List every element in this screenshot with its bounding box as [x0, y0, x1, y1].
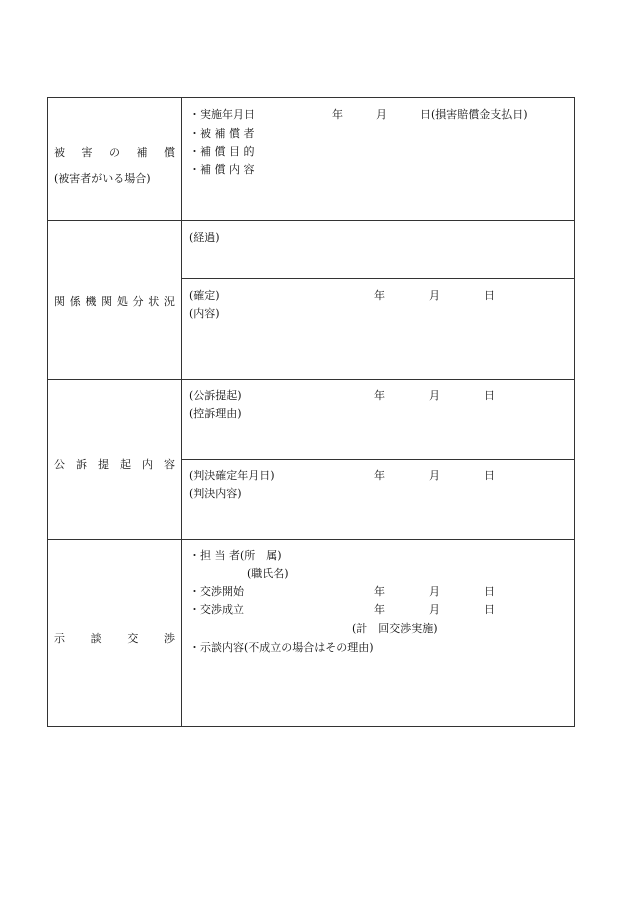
- sec4-shimei: (職氏名): [247, 567, 289, 580]
- sec4-kaishi-date: 年 月 日: [374, 585, 495, 598]
- sec3-label-char: 容: [164, 458, 175, 471]
- sec1-label-char: 被: [54, 146, 65, 159]
- sec2-label-chars: [48, 293, 181, 309]
- sec3-label-char: 内: [142, 458, 153, 471]
- sec3-label-char: 提: [98, 458, 109, 471]
- sec4-tanto: ・担 当 者(所 属): [189, 549, 282, 562]
- sec2-label-char: 状: [148, 295, 160, 308]
- sec3-teiki: (公訴提起): [189, 389, 242, 402]
- sec2-label-char: 機: [85, 295, 97, 308]
- sec4-label-char: 交: [127, 632, 139, 645]
- sec2-label-char: 関: [54, 295, 65, 308]
- sec3-hanketsu-naiyo: (判決内容): [189, 487, 242, 500]
- sec3-hanketsu: (判決確定年月日): [189, 469, 275, 482]
- sec1-label-char: の: [109, 146, 120, 159]
- sec1-recipient: ・被 補 償 者: [189, 127, 255, 140]
- row-divider: [48, 539, 574, 540]
- sec3-hanketsu-date: 年 月 日: [374, 469, 495, 482]
- sec2-label-char: 況: [163, 295, 175, 308]
- sec3-teiki-date: 年 月 日: [374, 389, 495, 402]
- sec2-naiyo: (内容): [189, 307, 220, 320]
- sec2-label-char: 関: [101, 295, 113, 308]
- sec2-keika: (経過): [189, 231, 220, 244]
- sec1-label-char: 償: [164, 146, 175, 159]
- sec3-label-char: 公: [54, 458, 65, 471]
- sec1-date-row: ・実施年月日 年 月 日(損害賠償金支払日): [189, 108, 528, 121]
- sec1-sublabel: (被害者がいる場合): [54, 172, 151, 185]
- sec2-label-char: 係: [69, 295, 81, 308]
- sec4-seiritsu-date: 年 月 日: [374, 603, 495, 616]
- row-divider: [48, 220, 574, 221]
- sec4-seiritsu: ・交渉成立: [189, 603, 244, 616]
- sec4-jidan-naiyo: ・示談内容(不成立の場合はその理由): [189, 641, 374, 654]
- incident-form-table: [47, 97, 575, 727]
- row-divider: [181, 278, 574, 279]
- sec2-label: [48, 293, 181, 309]
- row-divider: [48, 379, 574, 380]
- sec1-purpose: ・補 償 目 的: [189, 145, 255, 158]
- sec4-label-chars: [48, 630, 181, 646]
- sec3-label-char: 訴: [76, 458, 87, 471]
- sec4-kaishi: ・交渉開始: [189, 585, 244, 598]
- sec2-label-char: 分: [132, 295, 144, 308]
- sec2-kakutei-date: 年 月 日: [374, 289, 495, 302]
- column-divider: [181, 98, 182, 726]
- sec4-label-char: 談: [90, 632, 102, 645]
- sec2-label-char: 処: [116, 295, 128, 308]
- sec1-contents: ・補 償 内 容: [189, 163, 255, 176]
- sec4-label-char: 示: [54, 632, 65, 645]
- sec3-label: [48, 456, 181, 472]
- sec4-kai: (計 回交渉実施): [352, 622, 438, 635]
- sec4-label: [48, 630, 181, 646]
- sec3-label-char: 起: [120, 458, 131, 471]
- row-divider: [181, 459, 574, 460]
- sec1-label-chars: [48, 144, 181, 160]
- sec4-label-char: 渉: [163, 632, 175, 645]
- sec2-kakutei: (確定): [189, 289, 220, 302]
- sec1-label: [48, 144, 181, 186]
- sec1-label-char: 補: [136, 146, 148, 159]
- sec3-label-chars: [48, 456, 181, 472]
- sec3-koso: (控訴理由): [189, 407, 242, 420]
- sec1-label-char: 害: [81, 146, 93, 159]
